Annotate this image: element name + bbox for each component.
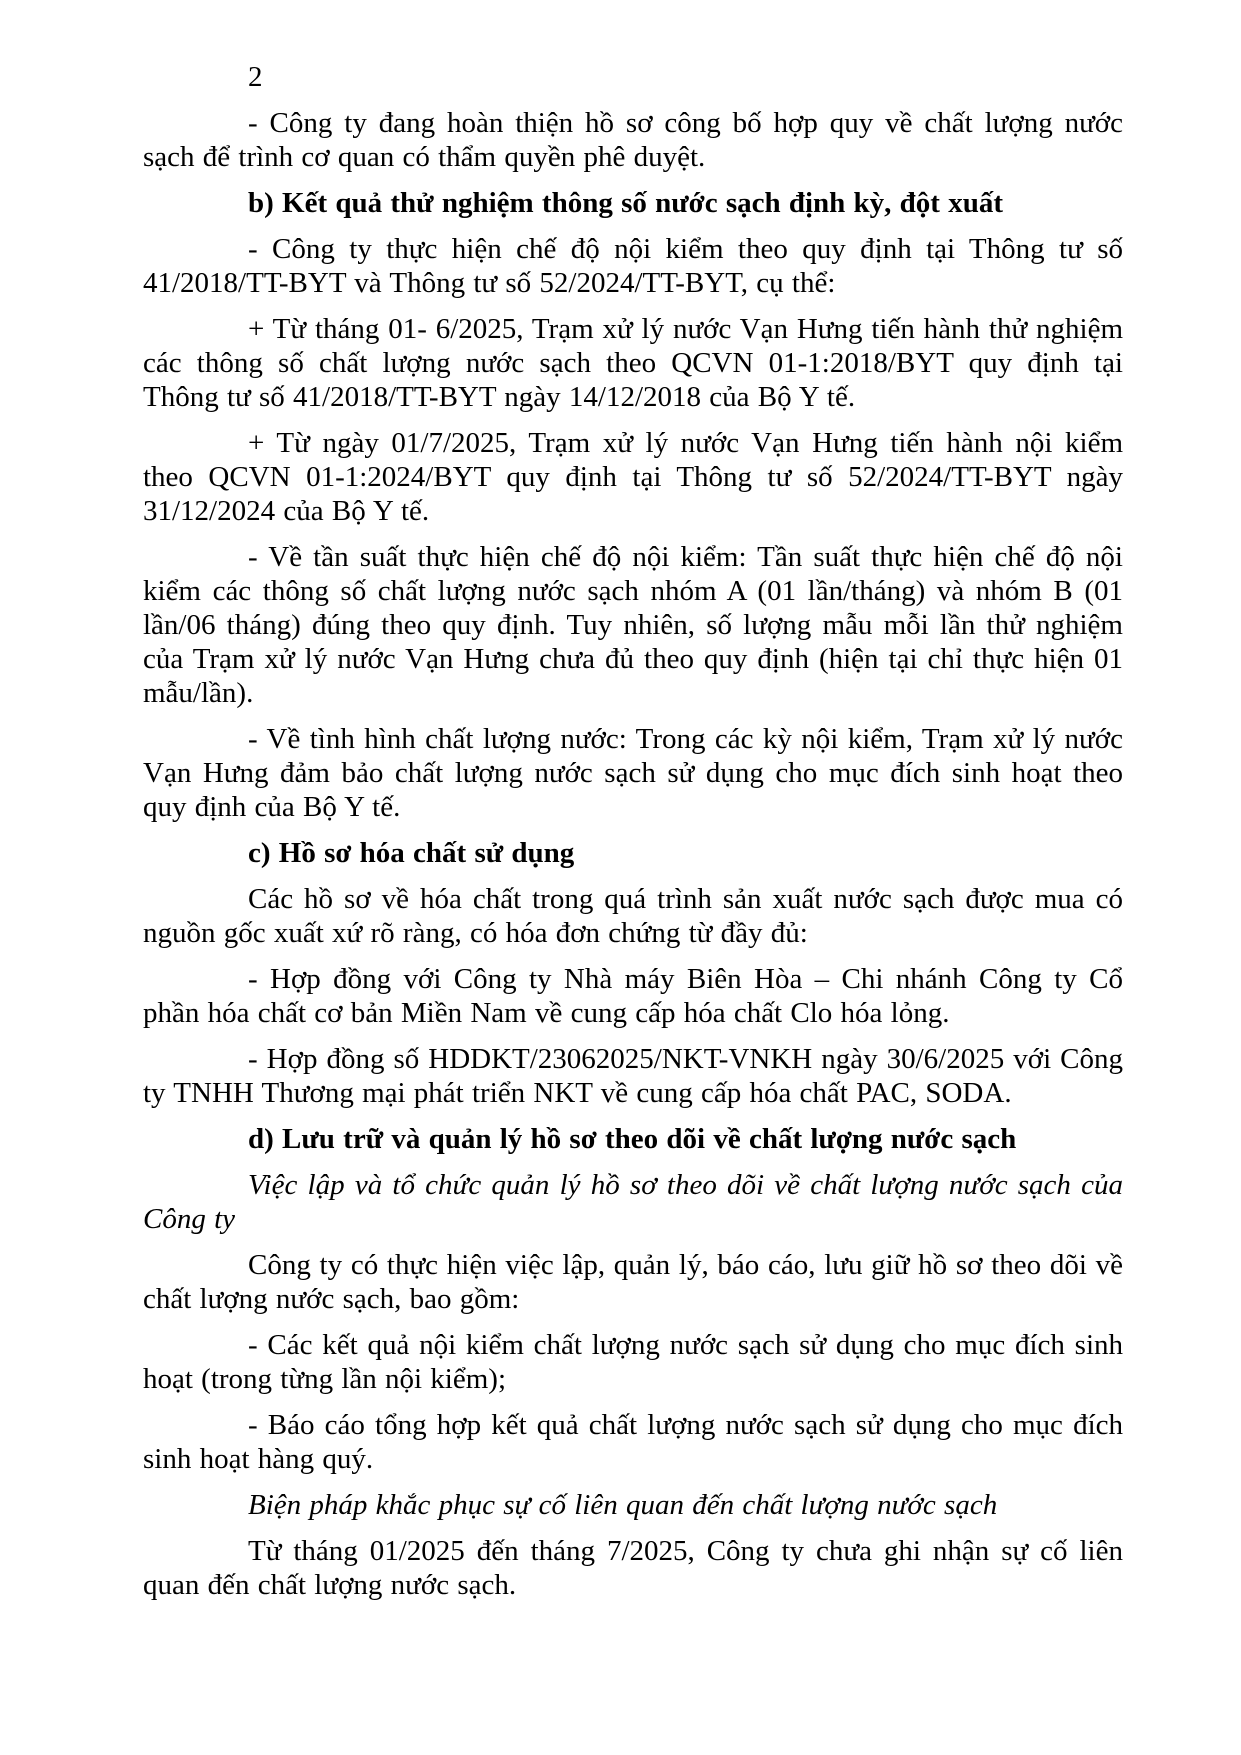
paragraph-company-dossier: - Công ty đang hoàn thiện hồ sơ công bố hợp quy về chất lượng nước sạch để trình cơ quan có thẩm quyền phê duyệt. xyxy=(143,107,1123,173)
paragraph-period-from-jul-2025: + Từ ngày 01/7/2025, Trạm xử lý nước Vạn Hưng tiến hành nội kiểm theo QCVN 01-1:2024/BYT quy định tại Thông tư số 52/2024/TT-BYT ngày 31/12/2024 của Bộ Y tế. xyxy=(143,427,1123,527)
page-number: 2 xyxy=(248,61,263,93)
paragraph-period-jan-jun-2025: + Từ tháng 01- 6/2025, Trạm xử lý nước Vạn Hưng tiến hành thử nghiệm các thông số chất lượng nước sạch theo QCVN 01-1:2018/BYT quy định tại Thông tư số 41/2018/TT-BYT ngày 14/12/2018 của Bộ Y tế. xyxy=(143,313,1123,413)
paragraph-water-quality-status: - Về tình hình chất lượng nước: Trong các kỳ nội kiểm, Trạm xử lý nước Vạn Hưng đảm bảo chất lượng nước sạch sử dụng cho mục đích sinh hoạt theo quy định của Bộ Y tế. xyxy=(143,723,1123,823)
paragraph-contract-nkt: - Hợp đồng số HDDKT/23062025/NKT-VNKH ngày 30/6/2025 với Công ty TNHH Thương mại phát triển NKT về cung cấp hóa chất PAC, SODA. xyxy=(143,1043,1123,1109)
paragraph-quarterly-report: - Báo cáo tổng hợp kết quả chất lượng nước sạch sử dụng cho mục đích sinh hoạt hàng quý. xyxy=(143,1409,1123,1475)
paragraph-frequency: - Về tần suất thực hiện chế độ nội kiểm: Tần suất thực hiện chế độ nội kiểm các thông số chất lượng nước sạch nhóm A (01 lần/tháng) và nhóm B (01 lần/06 tháng) đúng theo quy định. Tuy nhiên, số lượng mẫu mỗi lần thử nghiệm của Trạm xử lý nước Vạn Hưng chưa đủ theo quy định (hiện tại chỉ thực hiện 01 mẫu/lần). xyxy=(143,541,1123,709)
paragraph-record-keeping: Công ty có thực hiện việc lập, quản lý, báo cáo, lưu giữ hồ sơ theo dõi về chất lượng nước sạch, bao gồm: xyxy=(143,1249,1123,1315)
paragraph-chemical-records-intro: Các hồ sơ về hóa chất trong quá trình sản xuất nước sạch được mua có nguồn gốc xuất xứ rõ ràng, có hóa đơn chứng từ đầy đủ: xyxy=(143,883,1123,949)
section-heading-b: b) Kết quả thử nghiệm thông số nước sạch định kỳ, đột xuất xyxy=(248,187,1003,219)
paragraph-internal-control-results: - Các kết quả nội kiểm chất lượng nước sạch sử dụng cho mục đích sinh hoạt (trong từng lần nội kiểm); xyxy=(143,1329,1123,1395)
section-heading-d: d) Lưu trữ và quản lý hồ sơ theo dõi về chất lượng nước sạch xyxy=(248,1123,1017,1155)
paragraph-record-management-italic: Việc lập và tổ chức quản lý hồ sơ theo dõi về chất lượng nước sạch của Công ty xyxy=(143,1169,1123,1235)
paragraph-no-incidents: Từ tháng 01/2025 đến tháng 7/2025, Công ty chưa ghi nhận sự cố liên quan đến chất lượng nước sạch. xyxy=(143,1535,1123,1601)
paragraph-internal-control-intro: - Công ty thực hiện chế độ nội kiểm theo quy định tại Thông tư số 41/2018/TT-BYT và Thông tư số 52/2024/TT-BYT, cụ thể: xyxy=(143,233,1123,299)
paragraph-incident-remediation-italic: Biện pháp khắc phục sự cố liên quan đến chất lượng nước sạch xyxy=(248,1489,998,1521)
section-heading-c: c) Hồ sơ hóa chất sử dụng xyxy=(248,837,575,869)
paragraph-contract-bien-hoa: - Hợp đồng với Công ty Nhà máy Biên Hòa – Chi nhánh Công ty Cổ phần hóa chất cơ bản Miền Nam về cung cấp hóa chất Clo hóa lỏng. xyxy=(143,963,1123,1029)
